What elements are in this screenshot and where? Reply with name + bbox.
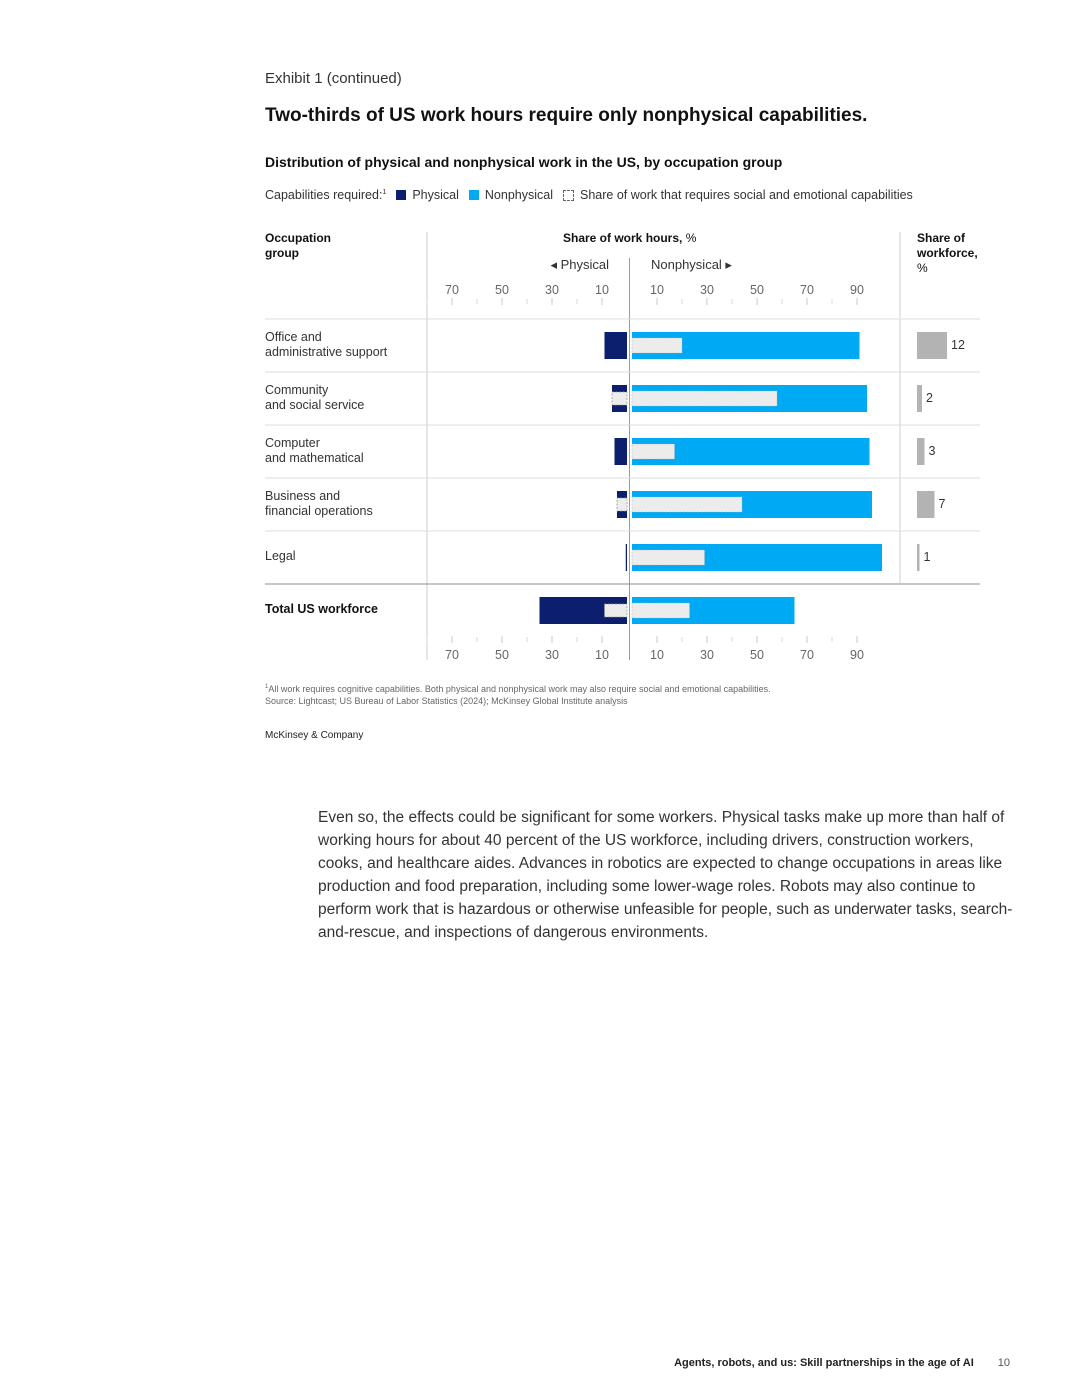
x-tick-label: 10 — [595, 648, 609, 662]
footnote-line1: $^1$All work requires cognitive capabilities. Both physical and nonphysical work may also require social and emotional capabilities. — [265, 684, 771, 694]
exhibit-label: Exhibit 1 (continued) — [265, 70, 402, 87]
x-tick-label: 10 — [650, 648, 664, 662]
workforce-share-bar — [917, 491, 935, 518]
chart-title: Distribution of physical and nonphysical work in the US, by occupation group — [265, 154, 783, 170]
x-tick-label: 90 — [850, 283, 864, 297]
legend-physical-label: Physical — [412, 188, 459, 202]
row-label-line: Legal — [265, 549, 296, 563]
row-label-line: Community — [265, 383, 329, 397]
workforce-header-line1: Share of — [917, 231, 966, 245]
social-emotional-physical-bar — [617, 498, 627, 511]
workforce-share-label: 2 — [926, 391, 933, 405]
x-tick-label: 50 — [495, 283, 509, 297]
brand-logo-text: McKinsey & Company — [265, 730, 364, 741]
x-tick-label: 30 — [700, 283, 714, 297]
legend-prefix: Capabilities required:$^1$ — [265, 188, 387, 202]
workforce-header-line2: workforce, — [917, 246, 978, 260]
x-tick-label: 70 — [800, 283, 814, 297]
row-label-line: Total US workforce — [265, 602, 378, 616]
page-footer — [674, 1357, 1010, 1369]
workforce-share-bar — [917, 385, 922, 412]
x-tick-label: 10 — [650, 283, 664, 297]
x-tick-label: 50 — [750, 648, 764, 662]
row-label-line: financial operations — [265, 504, 373, 518]
body-paragraph: Even so, the effects could be significant for some workers. Physical tasks make up more than half of working hours for about 40 percent of the US workforce, including drivers, construction workers, cooks, and healthcare aides. Advances in robotics are expected to change occupations in areas like production and food preparation, including some lower-wage roles. Robots may also continue to perform work that is hazardous or otherwise unfeasible for people, such as underwater tasks, search-and-rescue, and inspections of dangerous environments. — [318, 809, 1013, 941]
row-label-line: and social service — [265, 398, 365, 412]
workforce-share-bar — [917, 332, 947, 359]
chart-footnote — [265, 681, 771, 707]
share-hours-label: Share of work hours, — [563, 231, 683, 245]
social-emotional-nonphysical-bar — [632, 550, 705, 565]
social-emotional-physical-bar — [605, 604, 628, 617]
social-emotional-nonphysical-bar — [632, 391, 777, 406]
social-emotional-nonphysical-bar — [632, 338, 682, 353]
workforce-share-bar — [917, 544, 920, 571]
row-label-line: Business and — [265, 489, 341, 503]
workforce-share-label: 12 — [951, 338, 965, 352]
social-emotional-nonphysical-bar — [632, 497, 742, 512]
legend-social-emotional-label: Share of work that requires social and emotional capabilities — [579, 188, 913, 202]
x-tick-label: 30 — [545, 283, 559, 297]
x-tick-label: 30 — [545, 648, 559, 662]
workforce-share-bar — [917, 438, 925, 465]
chart-headline: Two-thirds of US work hours require only nonphysical capabilities. — [265, 105, 868, 126]
x-tick-label: 30 — [700, 648, 714, 662]
row-label-line: Office and — [265, 330, 322, 344]
nonphysical-direction-label: Nonphysical ▸ — [651, 257, 732, 272]
occupation-header-line1: Occupation — [265, 231, 332, 245]
physical-direction-label: ◂ Physical — [550, 257, 609, 272]
x-tick-label: 70 — [445, 283, 459, 297]
occupation-header-line2: group — [265, 246, 299, 260]
x-tick-label: 70 — [445, 648, 459, 662]
x-tick-label: 70 — [800, 648, 814, 662]
share-hours-unit: % — [685, 231, 697, 245]
workforce-share-label: 1 — [923, 550, 931, 564]
row-label-line: administrative support — [265, 345, 388, 359]
physical-bar — [605, 332, 628, 359]
physical-bar — [615, 438, 628, 465]
social-emotional-nonphysical-bar — [632, 444, 675, 459]
workforce-header-unit: % — [917, 261, 928, 275]
social-emotional-physical-bar — [612, 392, 627, 405]
physical-bar — [626, 544, 627, 571]
workforce-share-label: 3 — [928, 444, 936, 458]
page-number: 10 — [997, 1357, 1010, 1369]
x-tick-label: 90 — [850, 648, 864, 662]
legend-nonphysical-label: Nonphysical — [484, 188, 553, 202]
x-tick-label: 10 — [595, 283, 609, 297]
x-tick-label: 50 — [495, 648, 509, 662]
row-label-line: and mathematical — [265, 451, 364, 465]
social-emotional-nonphysical-bar — [632, 603, 690, 618]
row-label-line: Computer — [265, 436, 320, 450]
footnote-source: Source: Lightcast; US Bureau of Labor Statistics (2024); McKinsey Global Institute analysis — [265, 696, 628, 706]
x-tick-label: 50 — [750, 283, 764, 297]
workforce-share-label: 7 — [938, 497, 946, 511]
footer-title: Agents, robots, and us: Skill partnerships in the age of AI — [674, 1357, 974, 1369]
